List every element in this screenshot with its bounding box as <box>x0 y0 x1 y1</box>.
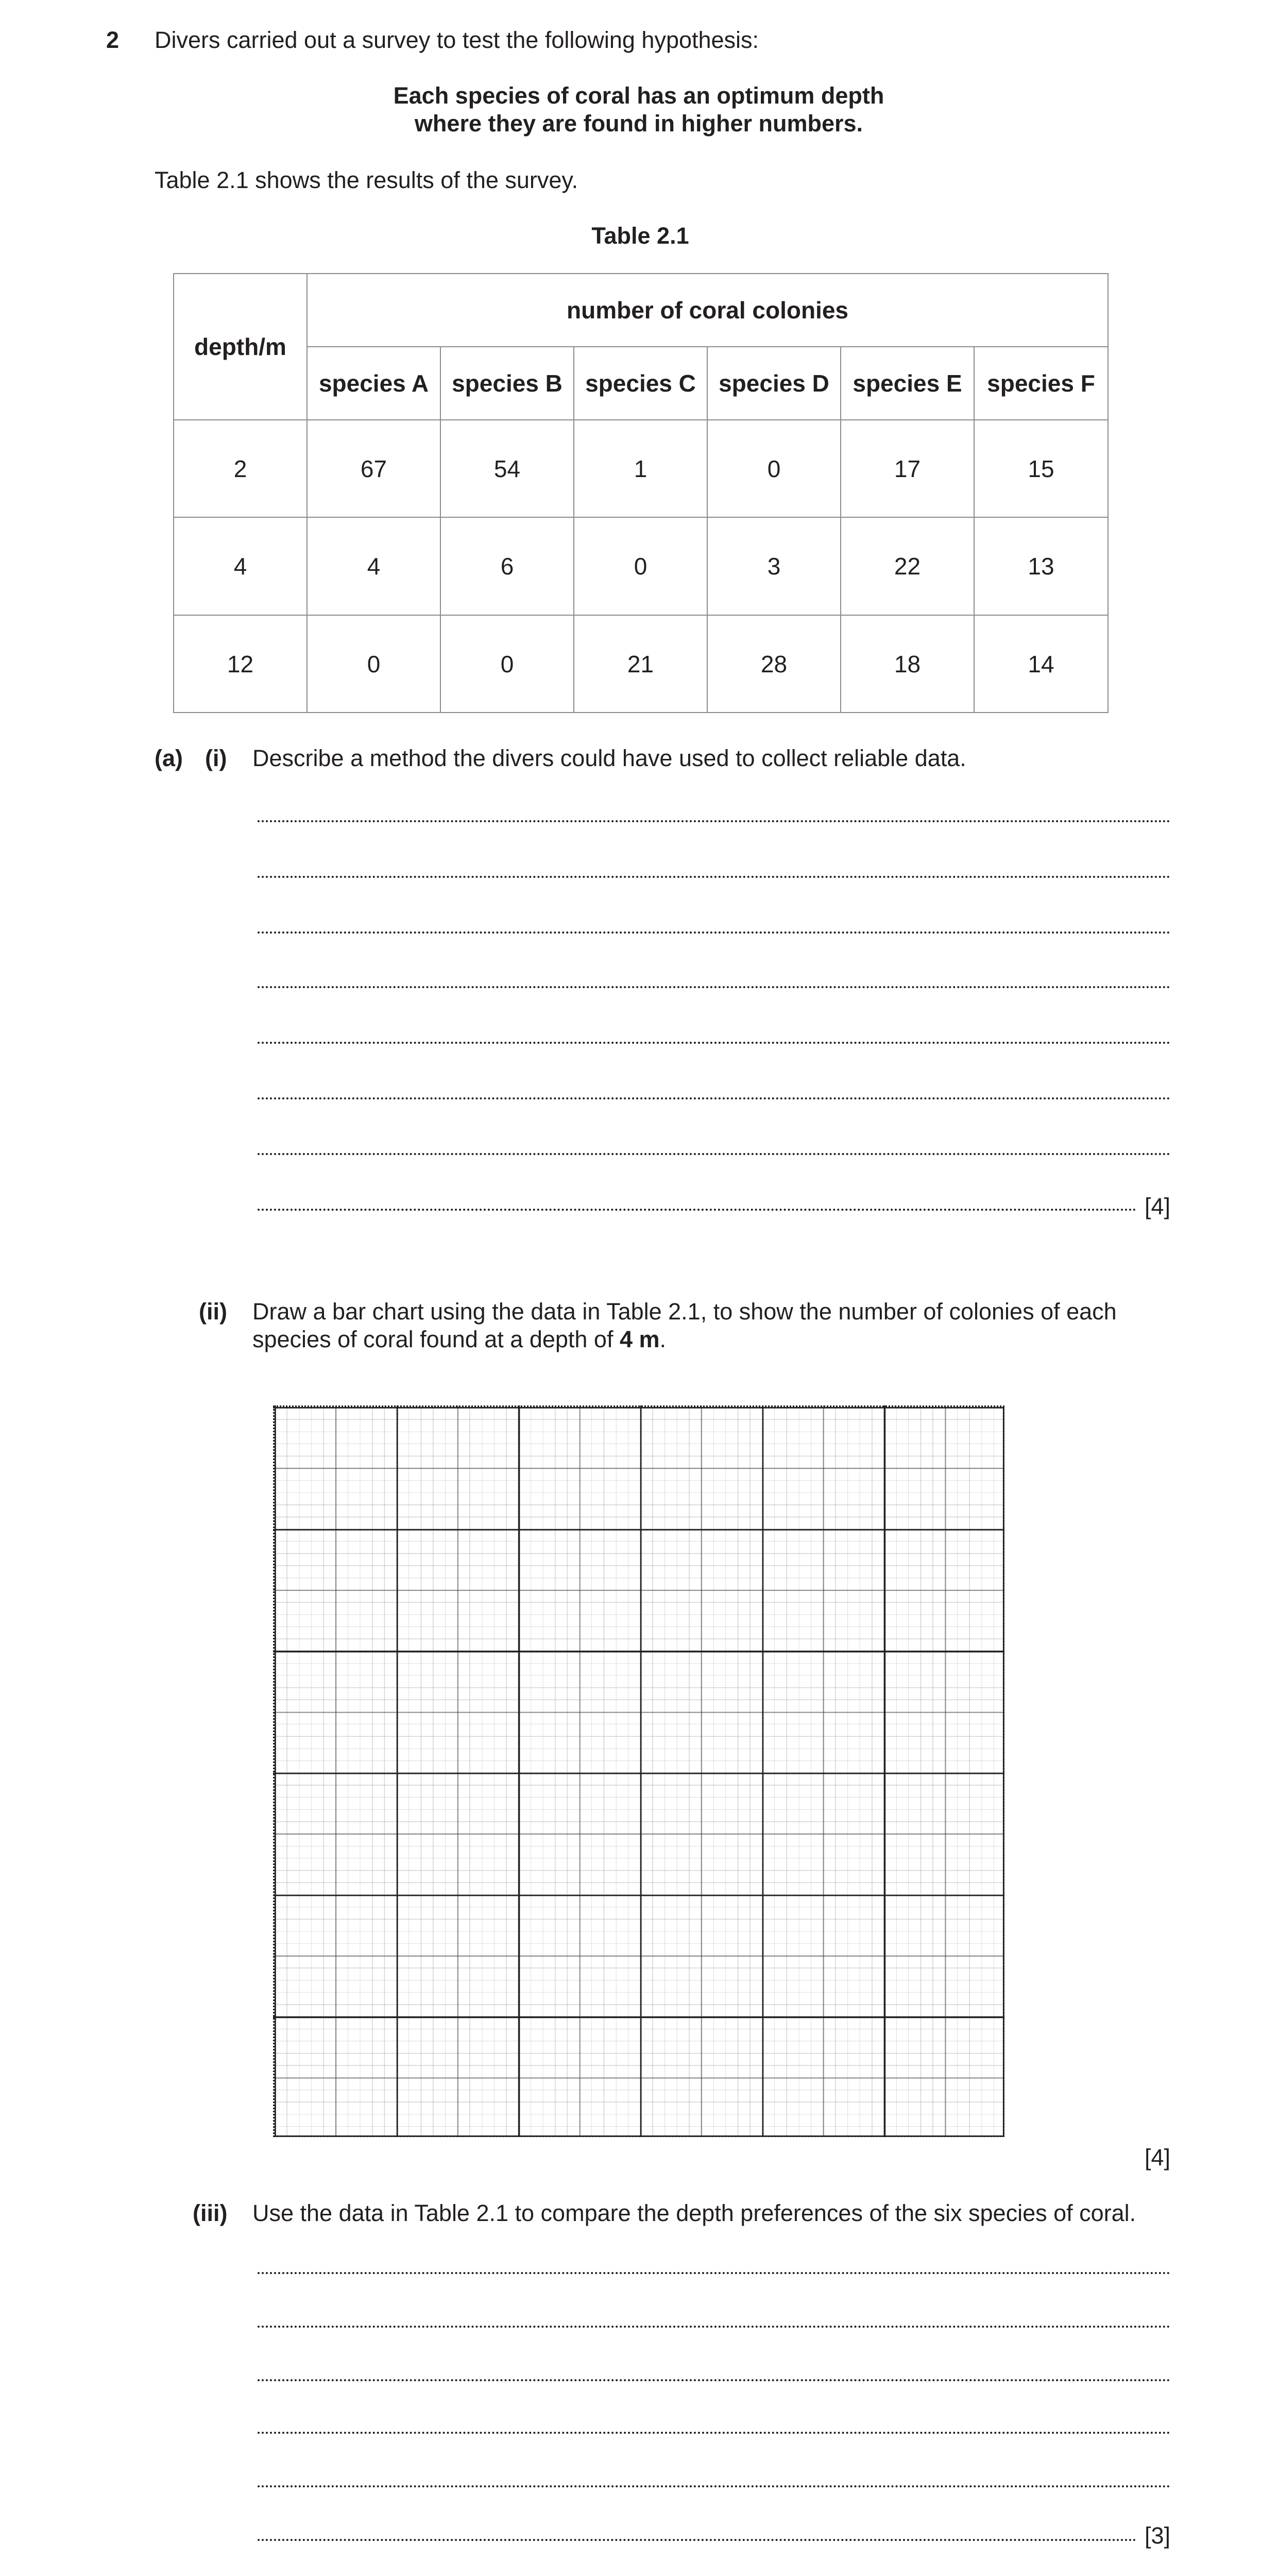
marks-a-ii: [4] <box>1145 2144 1171 2171</box>
count-cell: 0 <box>707 420 841 517</box>
part-a-ii-depth-value: 4 m <box>619 1326 660 1352</box>
graph-paper-grid[interactable] <box>273 1405 1004 2137</box>
part-a-ii-label: (ii) <box>199 1298 227 1325</box>
part-a-label: (a) <box>155 745 183 771</box>
count-cell: 67 <box>307 420 440 517</box>
answer-line[interactable] <box>258 876 1170 878</box>
count-cell: 28 <box>707 615 841 713</box>
question-number: 2 <box>106 27 120 53</box>
hypothesis-line-1: Each species of coral has an optimum depth <box>393 82 884 109</box>
count-cell: 18 <box>841 615 974 713</box>
part-a-ii-text-prefix: species of coral found at a depth of <box>252 1326 620 1352</box>
part-a-ii-text-line1: Draw a bar chart using the data in Table 2.1, to show the number of colonies of each <box>252 1298 1117 1325</box>
marks-a-i: [4] <box>1145 1193 1171 1219</box>
hypothesis-line-2: where they are found in higher numbers. <box>414 110 863 137</box>
depth-header: depth/m <box>174 274 307 420</box>
count-cell: 17 <box>841 420 974 517</box>
answer-line[interactable] <box>258 2432 1170 2434</box>
count-cell: 1 <box>574 420 707 517</box>
table-caption: Table 2.1 <box>591 223 689 249</box>
answer-line[interactable] <box>258 2379 1170 2381</box>
count-cell: 0 <box>574 517 707 615</box>
species-header: species D <box>707 347 841 420</box>
depth-cell: 4 <box>174 517 307 615</box>
count-cell: 6 <box>440 517 574 615</box>
depth-cell: 12 <box>174 615 307 713</box>
part-a-iii-text: Use the data in Table 2.1 to compare the depth preferences of the six species of coral. <box>252 2200 1136 2226</box>
coral-data-table <box>173 273 1109 713</box>
depth-cell: 2 <box>174 420 307 517</box>
answer-line[interactable] <box>258 2326 1170 2328</box>
answer-line[interactable] <box>258 2485 1170 2487</box>
answer-line[interactable] <box>258 1042 1170 1044</box>
table-row <box>174 420 1108 517</box>
table-row <box>174 517 1108 615</box>
answer-line[interactable] <box>258 1209 1136 1211</box>
count-cell: 22 <box>841 517 974 615</box>
count-cell: 21 <box>574 615 707 713</box>
answer-line[interactable] <box>258 1153 1170 1155</box>
table-intro: Table 2.1 shows the results of the survey. <box>155 167 578 193</box>
part-a-i-text: Describe a method the divers could have used to collect reliable data. <box>252 745 966 771</box>
part-a-ii-text-suffix: . <box>659 1326 667 1352</box>
species-header: species E <box>841 347 974 420</box>
count-cell: 13 <box>974 517 1108 615</box>
answer-line[interactable] <box>258 820 1170 822</box>
species-header: species F <box>974 347 1108 420</box>
count-cell: 4 <box>307 517 440 615</box>
count-cell: 15 <box>974 420 1108 517</box>
species-header: species A <box>307 347 440 420</box>
answer-line[interactable] <box>258 931 1170 934</box>
species-header: species C <box>574 347 707 420</box>
answer-line[interactable] <box>258 1097 1170 1099</box>
count-cell: 14 <box>974 615 1108 713</box>
answer-line[interactable] <box>258 2272 1170 2274</box>
count-cell: 0 <box>307 615 440 713</box>
species-header: species B <box>440 347 574 420</box>
part-a-i-label: (i) <box>205 745 227 771</box>
part-a-iii-label: (iii) <box>193 2200 228 2226</box>
marks-a-iii: [3] <box>1145 2522 1171 2549</box>
colonies-group-header: number of coral colonies <box>307 274 1108 347</box>
count-cell: 54 <box>440 420 574 517</box>
part-a-ii-text-line2 <box>252 1326 666 1353</box>
table-row <box>174 615 1108 713</box>
answer-line[interactable] <box>258 986 1170 988</box>
count-cell: 3 <box>707 517 841 615</box>
question-intro: Divers carried out a survey to test the following hypothesis: <box>155 27 759 53</box>
count-cell: 0 <box>440 615 574 713</box>
answer-line[interactable] <box>258 2539 1136 2541</box>
